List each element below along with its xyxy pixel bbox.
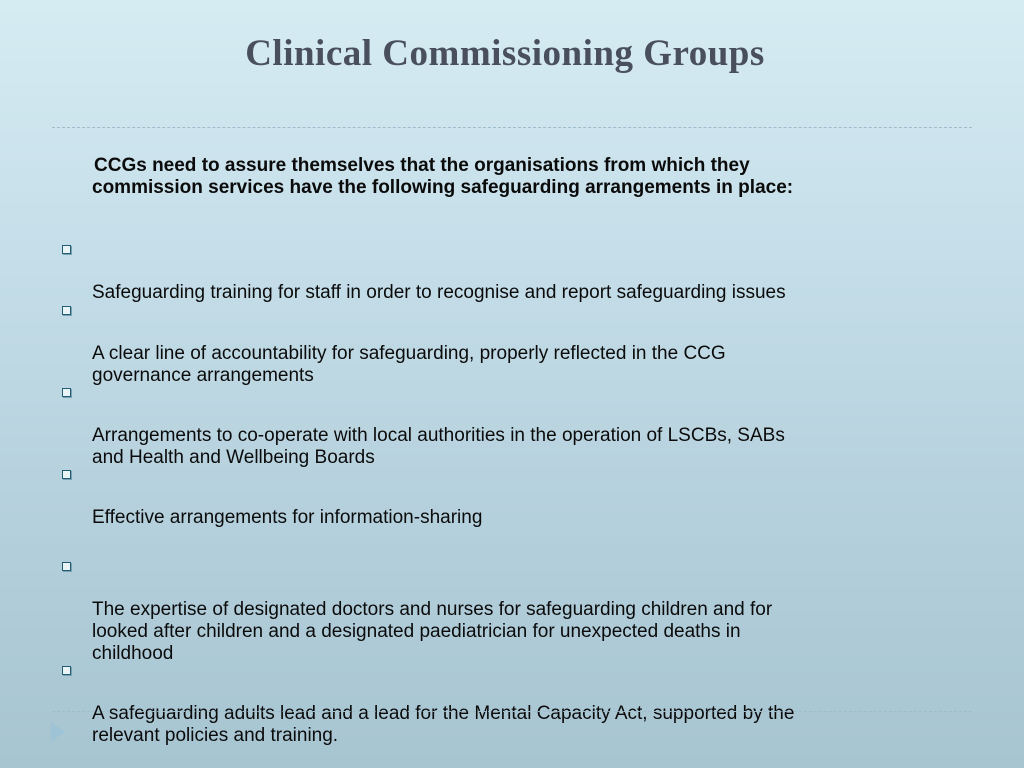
bullet-item	[62, 659, 962, 768]
square-bullet-icon	[62, 562, 71, 571]
bullet-text: A safeguarding adults lead and a lead for the Mental Capacity Act, supported by the relevant policies and training.	[92, 703, 795, 746]
bullet-text: The expertise of designated doctors and nurses for safeguarding children and for looked after children and a designated paediatrician for unexpected deaths in childhood	[92, 599, 773, 664]
square-bullet-icon	[62, 388, 71, 397]
title-divider	[52, 127, 972, 128]
square-bullet-icon	[62, 306, 71, 315]
bullet-text: Arrangements to co-operate with local authorities in the operation of LSCBs, SABs and Health and Wellbeing Boards	[92, 425, 785, 468]
bullet-text: A clear line of accountability for safeguarding, properly reflected in the CCG governance arrangements	[92, 343, 726, 386]
square-bullet-icon	[62, 666, 71, 675]
square-bullet-icon	[62, 470, 71, 479]
bullet-text: Safeguarding training for staff in order to recognise and report safeguarding issues	[92, 282, 786, 303]
footer-divider	[52, 711, 972, 712]
play-arrow-icon[interactable]	[51, 722, 65, 742]
bullet-text: Effective arrangements for information-sharing	[92, 507, 483, 528]
bullet-item	[62, 463, 962, 551]
intro-paragraph: CCGs need to assure themselves that the organisations from which they commission services have the following safeguarding arrangements in place:	[92, 155, 794, 198]
slide-title: Clinical Commissioning Groups	[245, 33, 765, 74]
square-bullet-icon	[62, 245, 71, 254]
